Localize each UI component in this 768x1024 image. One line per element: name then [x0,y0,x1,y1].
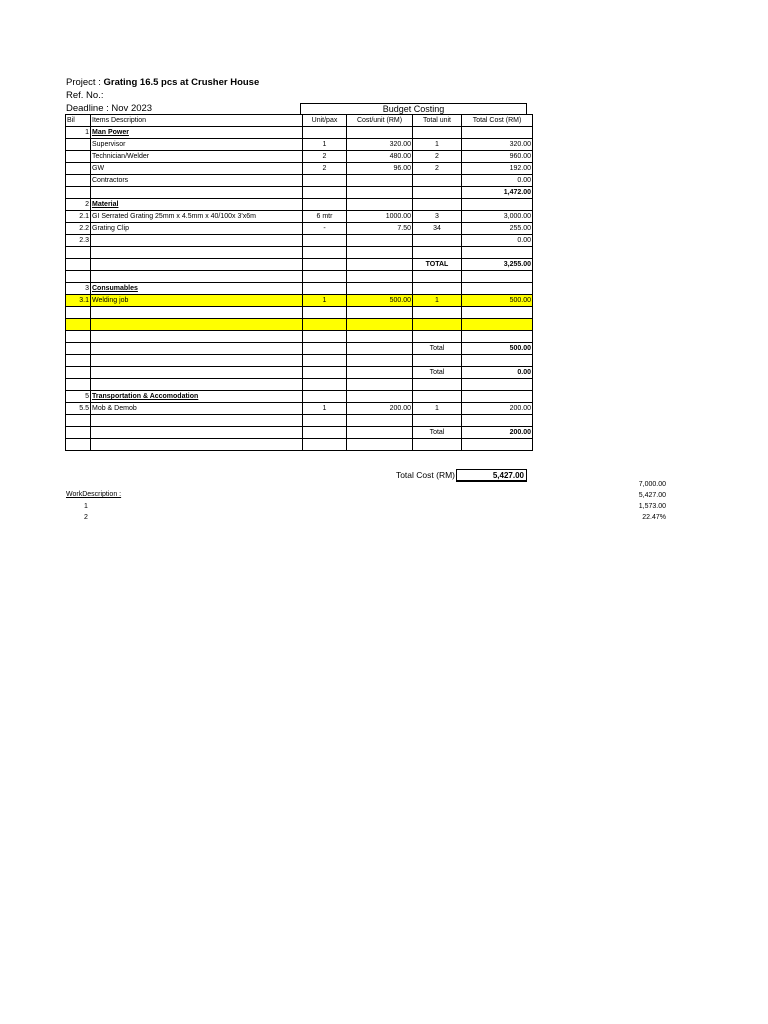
cell[interactable]: Mob & Demob [91,403,303,415]
table-row [66,139,533,151]
table-row [66,415,533,427]
cell[interactable] [303,379,347,391]
col-header-cost[interactable]: Cost/unit (RM) [347,115,413,127]
table-row [66,163,533,175]
cell[interactable] [66,175,91,187]
table-row [66,403,533,415]
cell[interactable] [91,355,303,367]
table-row [66,235,533,247]
cell[interactable] [347,331,413,343]
cell[interactable] [303,283,347,295]
table-row-highlighted [66,319,533,331]
cell[interactable] [462,319,533,331]
cell[interactable] [347,355,413,367]
total-label[interactable]: Total [413,367,462,379]
cell[interactable] [347,319,413,331]
cell[interactable] [413,391,462,403]
cell[interactable] [413,247,462,259]
cell[interactable] [347,283,413,295]
table-row [66,283,533,295]
cell[interactable]: 1 [303,139,347,151]
table-row [66,271,533,283]
table-header-row [66,115,533,127]
cell[interactable] [347,427,413,439]
cell[interactable] [66,331,91,343]
project-title [66,77,259,89]
cell[interactable] [66,247,91,259]
table-row [66,151,533,163]
cell[interactable]: 1 [303,295,347,307]
cell[interactable]: 3.1 [66,295,91,307]
cell[interactable]: 320.00 [462,139,533,151]
deadline: Deadline : Nov 2023 [66,103,153,114]
cell[interactable] [91,331,303,343]
work-item-2: 2 [84,514,88,521]
cell[interactable]: 2 [303,151,347,163]
cell[interactable] [303,427,347,439]
cell[interactable] [91,271,303,283]
cell[interactable]: 1 [413,295,462,307]
cell[interactable] [91,319,303,331]
cell[interactable] [347,379,413,391]
cell[interactable] [66,415,91,427]
cell[interactable] [347,235,413,247]
table-row [66,175,533,187]
cell[interactable]: Supervisor [91,139,303,151]
col-header-total-unit[interactable]: Total unit [413,115,462,127]
cell[interactable]: 1 [413,403,462,415]
table-row [66,343,533,355]
cell[interactable]: 1 [413,139,462,151]
cell[interactable] [303,391,347,403]
cell[interactable]: 960.00 [462,151,533,163]
cell[interactable]: 500.00 [462,295,533,307]
cell[interactable]: 6 mtr [303,211,347,223]
subtotal-manpower[interactable]: 1,472.00 [462,187,533,199]
cell[interactable] [91,427,303,439]
cell[interactable]: 500.00 [347,295,413,307]
cell[interactable] [91,235,303,247]
cell[interactable] [413,235,462,247]
side-value-3: 1,573.00 [638,503,666,510]
cell[interactable] [91,367,303,379]
subtotal-consumables[interactable]: 500.00 [462,343,533,355]
cell[interactable] [413,379,462,391]
project-prefix: Project : [66,77,104,88]
cell[interactable]: 7.50 [347,223,413,235]
cell[interactable] [303,175,347,187]
cell[interactable] [66,163,91,175]
cell[interactable] [91,259,303,271]
cell[interactable] [303,343,347,355]
cell[interactable] [303,259,347,271]
cell[interactable] [347,367,413,379]
side-value-4: 22.47% [642,514,666,521]
cell[interactable] [413,439,462,451]
cell[interactable] [303,271,347,283]
table-row [66,391,533,403]
table-row [66,439,533,451]
cell[interactable] [66,259,91,271]
cell[interactable] [462,283,533,295]
cell[interactable] [347,391,413,403]
cell[interactable] [413,271,462,283]
cell[interactable] [66,271,91,283]
cell[interactable] [347,439,413,451]
cell[interactable] [91,187,303,199]
cell[interactable] [303,127,347,139]
cell[interactable]: - [303,223,347,235]
cell[interactable] [413,331,462,343]
cell[interactable] [91,343,303,355]
cell[interactable] [66,343,91,355]
table-row [66,187,533,199]
cell[interactable]: 5.5 [66,403,91,415]
cell[interactable]: 0.00 [462,235,533,247]
cell[interactable] [91,307,303,319]
cell[interactable]: 3 [413,211,462,223]
cell[interactable]: Welding job [91,295,303,307]
cell[interactable]: 34 [413,223,462,235]
project-name: Grating 16.5 pcs at Crusher House [103,77,260,88]
cell[interactable]: 480.00 [347,151,413,163]
cell[interactable] [413,415,462,427]
cell[interactable] [347,187,413,199]
cell[interactable] [303,187,347,199]
table-row [66,427,533,439]
cell[interactable]: Contractors [91,175,303,187]
cell[interactable] [347,127,413,139]
cell[interactable]: GI Serrated Grating 25mm x 4.5mm x 40/100x 3'x6m [91,211,303,223]
cell[interactable] [347,199,413,211]
table-row [66,331,533,343]
cell[interactable] [91,439,303,451]
budget-table [65,114,533,451]
cell[interactable] [462,247,533,259]
cell[interactable] [66,379,91,391]
cell[interactable]: 5 [66,391,91,403]
total-label-consumables[interactable]: Total [413,343,462,355]
cell[interactable] [462,307,533,319]
cell[interactable]: 2 [303,163,347,175]
table-row-highlighted [66,295,533,307]
cell[interactable] [303,331,347,343]
cell[interactable] [66,187,91,199]
section-title-material[interactable]: Material [91,199,303,211]
cell[interactable] [413,199,462,211]
cell[interactable] [413,187,462,199]
col-header-unit[interactable]: Unit/pax [303,115,347,127]
total-cost-value[interactable]: 5,427.00 [456,469,527,482]
cell[interactable] [347,307,413,319]
col-header-bil[interactable]: Bil [66,115,91,127]
total-label-material[interactable]: TOTAL [413,259,462,271]
cell[interactable] [66,139,91,151]
cell[interactable]: 1 [303,403,347,415]
cell[interactable] [303,307,347,319]
cell[interactable] [462,271,533,283]
cell[interactable]: 2.3 [66,235,91,247]
cell[interactable]: 0.00 [462,175,533,187]
cell[interactable] [347,175,413,187]
cell[interactable]: 2 [413,151,462,163]
col-header-description[interactable]: Items Description [91,115,303,127]
cell[interactable] [413,127,462,139]
cell[interactable] [303,199,347,211]
cell[interactable] [303,415,347,427]
cell[interactable] [413,355,462,367]
cell[interactable]: 1 [66,127,91,139]
cell[interactable] [66,319,91,331]
cell[interactable]: 200.00 [462,403,533,415]
budget-costing-label: Budget Costing [300,103,527,114]
work-description-label: WorkDescription : [66,491,122,498]
cell[interactable] [462,379,533,391]
table-row [66,367,533,379]
cell[interactable]: 96.00 [347,163,413,175]
cell[interactable]: 320.00 [347,139,413,151]
cell[interactable]: Grating Clip [91,223,303,235]
cell[interactable] [462,355,533,367]
table-row [66,247,533,259]
table-row [66,211,533,223]
cell[interactable] [303,247,347,259]
table-row [66,223,533,235]
total-cost-label: Total Cost (RM) [395,470,455,480]
cell[interactable] [462,127,533,139]
subtotal-transportation[interactable]: 200.00 [462,427,533,439]
cell[interactable] [347,247,413,259]
cell[interactable] [462,199,533,211]
col-header-total-cost[interactable]: Total Cost (RM) [462,115,533,127]
table-row [66,199,533,211]
cell[interactable] [66,307,91,319]
cell[interactable]: 3,000.00 [462,211,533,223]
cell[interactable]: 2 [66,199,91,211]
cell[interactable] [347,259,413,271]
cell[interactable]: 3 [66,283,91,295]
cell[interactable] [347,343,413,355]
cell[interactable] [462,391,533,403]
cell[interactable] [462,439,533,451]
section-title-consumables[interactable]: Consumables [91,283,303,295]
cell[interactable] [413,283,462,295]
side-value-2: 5,427.00 [638,492,666,499]
cell[interactable]: 2.1 [66,211,91,223]
section-title-manpower[interactable]: Man Power [91,127,303,139]
cell[interactable]: GW [91,163,303,175]
section-title-transportation[interactable]: Transportation & Accomodation [91,391,303,403]
work-item-1: 1 [84,503,88,510]
cell[interactable] [66,439,91,451]
side-value-1: 7,000.00 [638,481,666,488]
subtotal-material[interactable]: 3,255.00 [462,259,533,271]
cell[interactable] [91,247,303,259]
cell[interactable] [303,319,347,331]
cell[interactable] [413,307,462,319]
cell[interactable] [66,355,91,367]
cell[interactable]: 1000.00 [347,211,413,223]
cell[interactable] [303,235,347,247]
cell[interactable]: Technician/Welder [91,151,303,163]
cell[interactable]: 255.00 [462,223,533,235]
cell[interactable] [303,355,347,367]
table-row [66,307,533,319]
cell[interactable] [66,367,91,379]
cell[interactable] [303,367,347,379]
cell[interactable] [462,331,533,343]
cell[interactable] [347,271,413,283]
cell[interactable]: 192.00 [462,163,533,175]
cell[interactable] [303,439,347,451]
cell[interactable] [91,415,303,427]
cell[interactable] [462,415,533,427]
cell[interactable]: 2 [413,163,462,175]
table-row [66,259,533,271]
cell[interactable] [413,319,462,331]
cell[interactable]: 2.2 [66,223,91,235]
ref-no: Ref. No.: [66,90,104,101]
cell[interactable] [347,415,413,427]
table-row [66,379,533,391]
total-label-transportation[interactable]: Total [413,427,462,439]
cell[interactable] [91,379,303,391]
table-row [66,355,533,367]
cell[interactable]: 200.00 [347,403,413,415]
cell[interactable] [66,151,91,163]
subtotal[interactable]: 0.00 [462,367,533,379]
table-row [66,127,533,139]
cell[interactable] [66,427,91,439]
cell[interactable] [413,175,462,187]
